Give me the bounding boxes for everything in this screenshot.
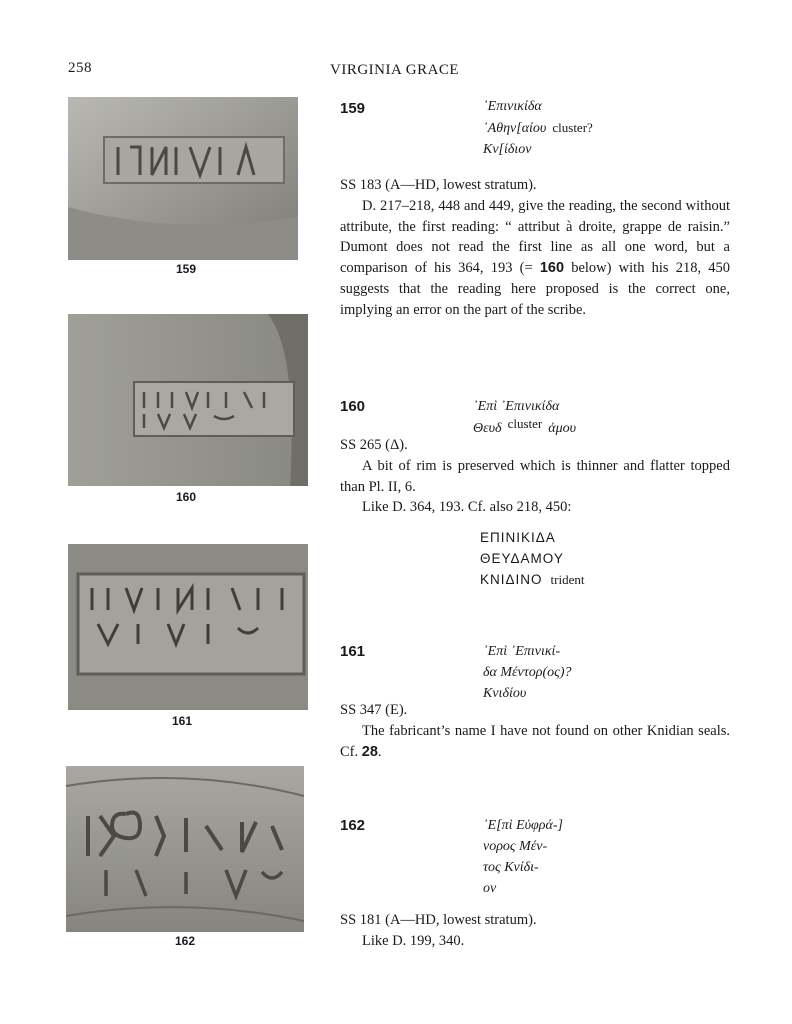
inscription-line: ΘΕΥΔΑΜΟΥ <box>480 551 564 566</box>
provenance-line: SS 347 (E). <box>340 702 408 718</box>
page-number: 258 <box>68 60 92 76</box>
greek-line: ᾿Αθην[αίου <box>483 121 547 136</box>
figure-caption-159: 159 <box>175 262 197 276</box>
stamp-photo-161-image <box>68 544 308 710</box>
provenance-line: SS 181 (A—HD, lowest stratum). <box>340 912 537 928</box>
stamp-photo-162-image <box>66 766 304 932</box>
entry-body-160 <box>340 435 730 518</box>
greek-line: ᾿Επὶ ᾿Επινικίδα <box>473 399 560 414</box>
entry-body-159 <box>340 175 730 321</box>
cross-reference: 160 <box>539 260 565 277</box>
greek-line: ον <box>483 881 497 896</box>
commentary-paragraph: Like D. 199, 340. <box>362 932 465 949</box>
stamp-photo-162 <box>66 766 304 932</box>
stamp-photo-159-image <box>68 97 298 260</box>
provenance-line: SS 183 (A—HD, lowest stratum). <box>340 177 537 193</box>
commentary-text: The fabricant’s name I have not found on other Knidian seals. Cf. <box>340 722 730 760</box>
figure-caption-162: 162 <box>174 934 196 948</box>
greek-reading-162 <box>483 815 563 899</box>
greek-line: ἀμου <box>548 421 577 436</box>
figure-caption-160: 160 <box>175 490 197 504</box>
inscription-line: ΚΝΙΔΙΝΟ <box>480 572 543 587</box>
dumont-inscription <box>480 527 584 590</box>
greek-line: Κνιδίου <box>483 686 527 701</box>
inscription-note: trident <box>550 572 585 587</box>
greek-line: Κν[ίδιον <box>483 142 532 157</box>
provenance-line: SS 265 (Δ). <box>340 437 408 453</box>
inscription-line: ΕΠΙΝΙΚΙΔΑ <box>480 530 556 545</box>
entry-number-159: 159 <box>340 100 366 117</box>
greek-line: δα Μέντορ(ος)? <box>483 665 572 680</box>
stamp-photo-159 <box>68 97 298 260</box>
stamp-photo-160 <box>68 314 308 486</box>
greek-reading-159 <box>483 96 593 160</box>
greek-reading-161 <box>483 641 571 704</box>
commentary-paragraph: A bit of rim is preserved which is thinner and flatter topped than Pl. II, 6. <box>340 457 730 495</box>
cross-reference: 28 <box>361 743 378 760</box>
stamp-photo-160-image <box>68 314 308 486</box>
entry-body-161 <box>340 700 730 762</box>
greek-line: ᾿Επὶ ᾿Επινικί- <box>483 644 561 659</box>
stamp-photo-161 <box>68 544 308 710</box>
running-title: VIRGINIA GRACE <box>330 62 460 78</box>
greek-note: cluster? <box>552 120 593 135</box>
commentary-paragraph <box>340 196 730 321</box>
commentary-paragraph: Like D. 364, 193. Cf. also 218, 450: <box>362 499 572 516</box>
entry-number-160: 160 <box>340 398 366 415</box>
greek-line: ᾿Ε[πὶ Εὐφρά-] <box>483 818 563 833</box>
commentary-paragraph <box>340 721 730 763</box>
figure-caption-161: 161 <box>171 714 193 728</box>
entry-body-162 <box>340 910 730 952</box>
commentary-text: below) with his 218, 450 suggests that the reading here proposed is the correct one, implying an error on the part of the scribe. <box>340 260 731 318</box>
greek-line: ᾿Επινικίδα <box>483 99 542 114</box>
greek-note: cluster <box>507 416 543 431</box>
greek-line: νορος Μέν- <box>483 839 548 854</box>
greek-reading-160 <box>473 396 576 439</box>
entry-number-162: 162 <box>340 817 366 834</box>
greek-line: τος Κνίδι- <box>483 860 539 875</box>
greek-line: Θευδ <box>473 421 502 436</box>
entry-number-161: 161 <box>340 643 366 660</box>
commentary-text: D. 217–218, 448 and 449, give the reading, the second without attribute, the first reading: “ attribut à droite, grappe de raisin.” Dumont does not read the first line as all one word, but a comparison of his 364, 193 (= <box>340 197 730 277</box>
commentary-text: . <box>377 743 382 760</box>
